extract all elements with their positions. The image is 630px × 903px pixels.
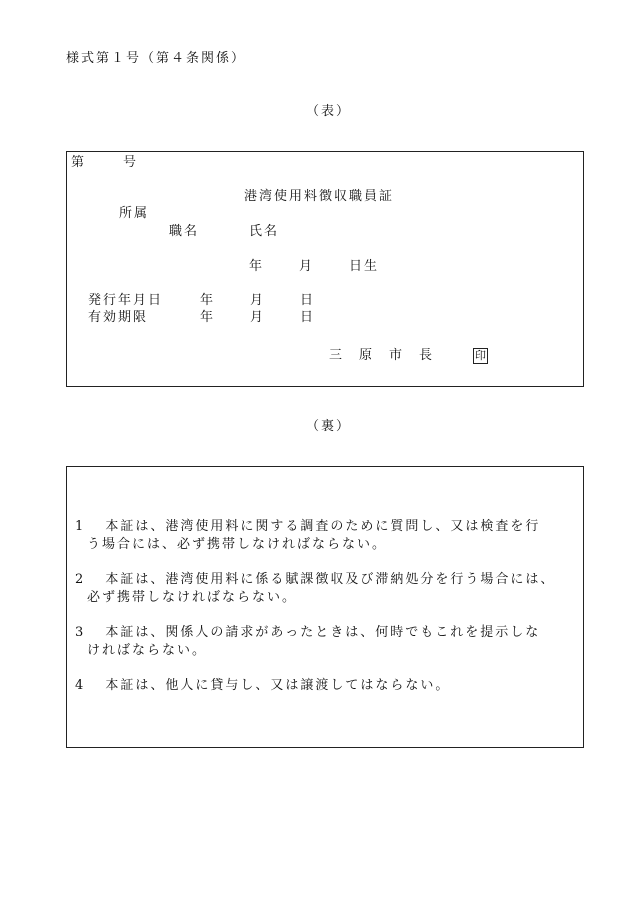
item-number: 4 [75,678,86,693]
valid-day-label: 日 [300,310,316,325]
issue-date-label: 発行年月日 [88,293,164,308]
issue-month-label: 月 [250,293,266,308]
number-prefix: 第 [71,155,87,170]
issue-year-label: 年 [200,293,216,308]
list-item [75,677,450,695]
dob-month-label: 月 [299,259,315,274]
list-item [75,571,555,607]
item-text-line1: 本証は、港湾使用料に係る賦課徴収及び滞納処分を行う場合には、 [105,572,556,587]
item-text-line2: ければならない。 [87,643,208,658]
item-text-line1: 本証は、港湾使用料に関する調査のために質問し、又は検査を行 [105,519,541,534]
name-label: 氏名 [249,224,280,239]
front-card [66,151,584,387]
valid-month-label: 月 [250,310,266,325]
item-text-line2: う場合には、必ず携帯しなければならない。 [87,537,388,552]
item-text-line1: 本証は、他人に貸与し、又は譲渡してはならない。 [105,678,451,693]
back-card [66,466,584,748]
dob-day-label: 日生 [349,259,380,274]
item-number: 2 [75,572,86,587]
list-item [75,624,540,660]
card-title: 港湾使用料徴収職員証 [244,189,395,204]
form-number-label: 様式第１号（第４条関係） [66,51,247,66]
front-side-label: （表） [306,104,352,119]
seal-stamp: 印 [475,349,486,362]
dob-year-label: 年 [249,259,265,274]
item-text-line2: 必ず携帯しなければならない。 [87,590,298,605]
valid-until-label: 有効期限 [88,310,149,325]
issue-day-label: 日 [300,293,316,308]
number-suffix: 号 [123,155,139,170]
valid-year-label: 年 [200,310,216,325]
item-number: 3 [75,625,86,640]
item-text-line1: 本証は、関係人の請求があったときは、何時でもこれを提示しな [105,625,541,640]
list-item [75,518,540,554]
item-number: 1 [75,519,86,534]
back-side-label: （裏） [306,419,352,434]
issuer-label: 三 原 市 長 [329,348,435,363]
position-label: 職名 [169,224,200,239]
affiliation-label: 所属 [119,206,150,221]
